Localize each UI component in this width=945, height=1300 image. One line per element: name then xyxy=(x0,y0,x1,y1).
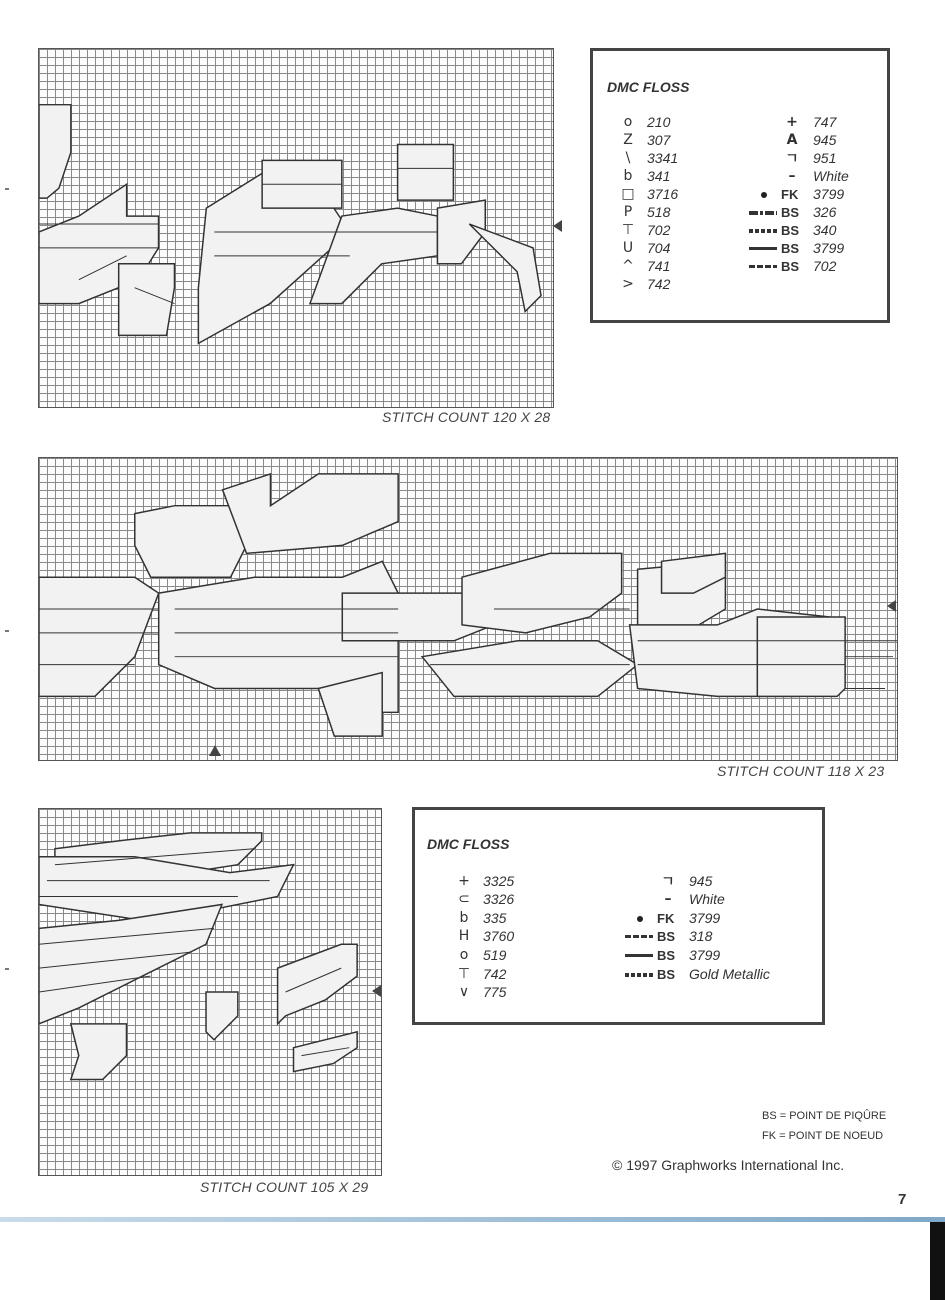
margin-tick xyxy=(5,968,9,970)
symbol-icon: o xyxy=(459,947,469,963)
corner-symbol-icon: ㄱ xyxy=(661,874,675,890)
legend-2 xyxy=(412,807,825,1025)
chart-1-flower-center xyxy=(119,264,175,336)
symbol-icon: ^ xyxy=(622,258,634,274)
chart-2-leaf-right-center xyxy=(462,553,622,632)
legend-1-title: DMC FLOSS xyxy=(607,79,690,95)
backstitch-mixed-line-icon xyxy=(749,211,777,215)
margin-tick xyxy=(5,630,9,632)
chart-3-motif xyxy=(39,809,381,1175)
legend-1-left-item: Z 307 xyxy=(617,131,670,149)
legend-2-title: DMC FLOSS xyxy=(427,836,510,852)
legend-1-left-item: \ 3341 xyxy=(617,149,678,167)
french-knot-dot-icon xyxy=(761,192,767,198)
chart-3-flower-bottom xyxy=(71,1024,127,1080)
legend-1-right-item: BS 702 xyxy=(743,257,836,275)
legend-2-left-item: o 519 xyxy=(453,946,506,964)
plus-symbol-icon: + xyxy=(786,114,798,130)
chart-2-flower-left xyxy=(135,506,247,578)
chart-3-leaf-right xyxy=(278,944,358,1024)
a-symbol-icon: A xyxy=(786,132,798,148)
legend-2-right-item: – White xyxy=(619,890,725,908)
chart-2-motif xyxy=(39,458,897,760)
legend-1-left-item: ^ 741 xyxy=(617,257,670,275)
legend-1-right-item: BS 3799 xyxy=(743,239,844,257)
chart-1-stitch-count: STITCH COUNT 120 X 28 xyxy=(382,409,551,425)
stitch-chart-1 xyxy=(38,48,554,408)
symbol-icon: + xyxy=(458,873,470,889)
legend-1-right-item: BS 326 xyxy=(743,203,836,221)
legend-2-left-item: ⊤ 742 xyxy=(453,965,506,983)
backstitch-dotted-line-icon xyxy=(749,229,777,233)
chart-1-flower-right xyxy=(398,144,454,200)
backstitch-note: BS = POINT DE PIQÛRE xyxy=(762,1110,887,1122)
backstitch-solid-line-icon xyxy=(749,247,777,250)
legend-2-right-item: BS 318 xyxy=(619,927,712,945)
legend-1-left-item: □ 3716 xyxy=(617,185,678,203)
legend-1-right-item: + 747 xyxy=(743,113,836,131)
legend-2-right-item: FK 3799 xyxy=(619,909,720,927)
symbol-icon: ⊤ xyxy=(457,966,471,982)
chart-2-left-stems xyxy=(39,577,159,696)
chart-1-leaf-left xyxy=(39,105,71,198)
stitch-chart-2 xyxy=(38,457,898,761)
symbol-icon: b xyxy=(459,910,469,926)
legend-2-left-item: b 335 xyxy=(453,909,506,927)
legend-1 xyxy=(590,48,890,323)
french-knot-note: FK = POINT DE NOEUD xyxy=(762,1130,884,1142)
symbol-icon: ⊂ xyxy=(458,891,470,907)
chart-2-leaf-lower xyxy=(422,641,637,697)
legend-2-right-item: BS 3799 xyxy=(619,946,720,964)
symbol-icon: ∨ xyxy=(458,984,470,1000)
stitch-chart-3 xyxy=(38,808,382,1176)
symbol-icon: P xyxy=(623,204,633,220)
french-knot-dot-icon xyxy=(637,916,643,922)
legend-1-right-item: – White xyxy=(743,167,849,185)
dash-symbol-icon: – xyxy=(788,168,796,184)
symbol-icon: ⊤ xyxy=(621,222,635,238)
corner-symbol-icon: ㄱ xyxy=(785,151,799,167)
legend-2-left-item: ⊂ 3326 xyxy=(453,890,514,908)
legend-1-left-item: b 341 xyxy=(617,167,670,185)
legend-1-left-item: P 518 xyxy=(617,203,670,221)
chart-3-leaf-middle xyxy=(39,904,222,1023)
chart-3-center-marker xyxy=(372,985,381,997)
legend-1-right-item: BS 340 xyxy=(743,221,836,239)
backstitch-dashed-line-icon xyxy=(625,935,653,938)
symbol-icon: b xyxy=(623,168,633,184)
legend-2-right-item: ㄱ 945 xyxy=(619,872,712,890)
legend-1-right-item: ㄱ 951 xyxy=(743,149,836,167)
margin-tick xyxy=(5,188,9,190)
legend-2-left-item: ∨ 775 xyxy=(453,983,506,1001)
symbol-icon: U xyxy=(622,240,634,256)
symbol-icon: Z xyxy=(623,132,633,148)
page-number: 7 xyxy=(898,1191,907,1208)
symbol-icon: o xyxy=(623,114,633,130)
symbol-icon: > xyxy=(622,276,634,292)
chart-3-stitch-count: STITCH COUNT 105 X 29 xyxy=(200,1179,369,1195)
legend-2-left-item: H 3760 xyxy=(453,927,514,945)
chart-1-center-marker xyxy=(553,220,562,232)
symbol-icon: \ xyxy=(625,150,631,166)
scan-dark-edge xyxy=(930,1222,945,1300)
legend-1-left-item: o 210 xyxy=(617,113,670,131)
dash-symbol-icon: – xyxy=(664,891,672,907)
legend-2-right-item: BS Gold Metallic xyxy=(619,965,770,983)
backstitch-dashed-line-icon xyxy=(749,265,777,268)
chart-2-center-marker xyxy=(887,600,896,612)
legend-1-right-item: FK 3799 xyxy=(743,185,844,203)
legend-1-left-item: ⊤ 702 xyxy=(617,221,670,239)
symbol-icon: □ xyxy=(621,186,635,202)
copyright: © 1997 Graphworks International Inc. xyxy=(612,1157,845,1173)
legend-1-right-item: A 945 xyxy=(743,131,836,149)
chart-2-stitch-count: STITCH COUNT 118 X 23 xyxy=(717,763,885,779)
chart-3-leaf-left xyxy=(39,857,294,921)
backstitch-dotted-line-icon xyxy=(625,973,653,977)
legend-1-left-item: > 742 xyxy=(617,275,670,293)
chart-3-leaf-small xyxy=(206,992,238,1040)
chart-1-motif xyxy=(39,49,553,407)
legend-1-left-item: U 704 xyxy=(617,239,670,257)
backstitch-solid-line-icon xyxy=(625,954,653,957)
chart-2-right-stems xyxy=(757,617,845,696)
chart-2-bottom-marker xyxy=(209,745,221,756)
legend-2-left-item: + 3325 xyxy=(453,872,514,890)
symbol-icon: H xyxy=(458,928,470,944)
scan-edge-strip xyxy=(0,1217,945,1222)
chart-2-leaf-top xyxy=(223,474,399,553)
